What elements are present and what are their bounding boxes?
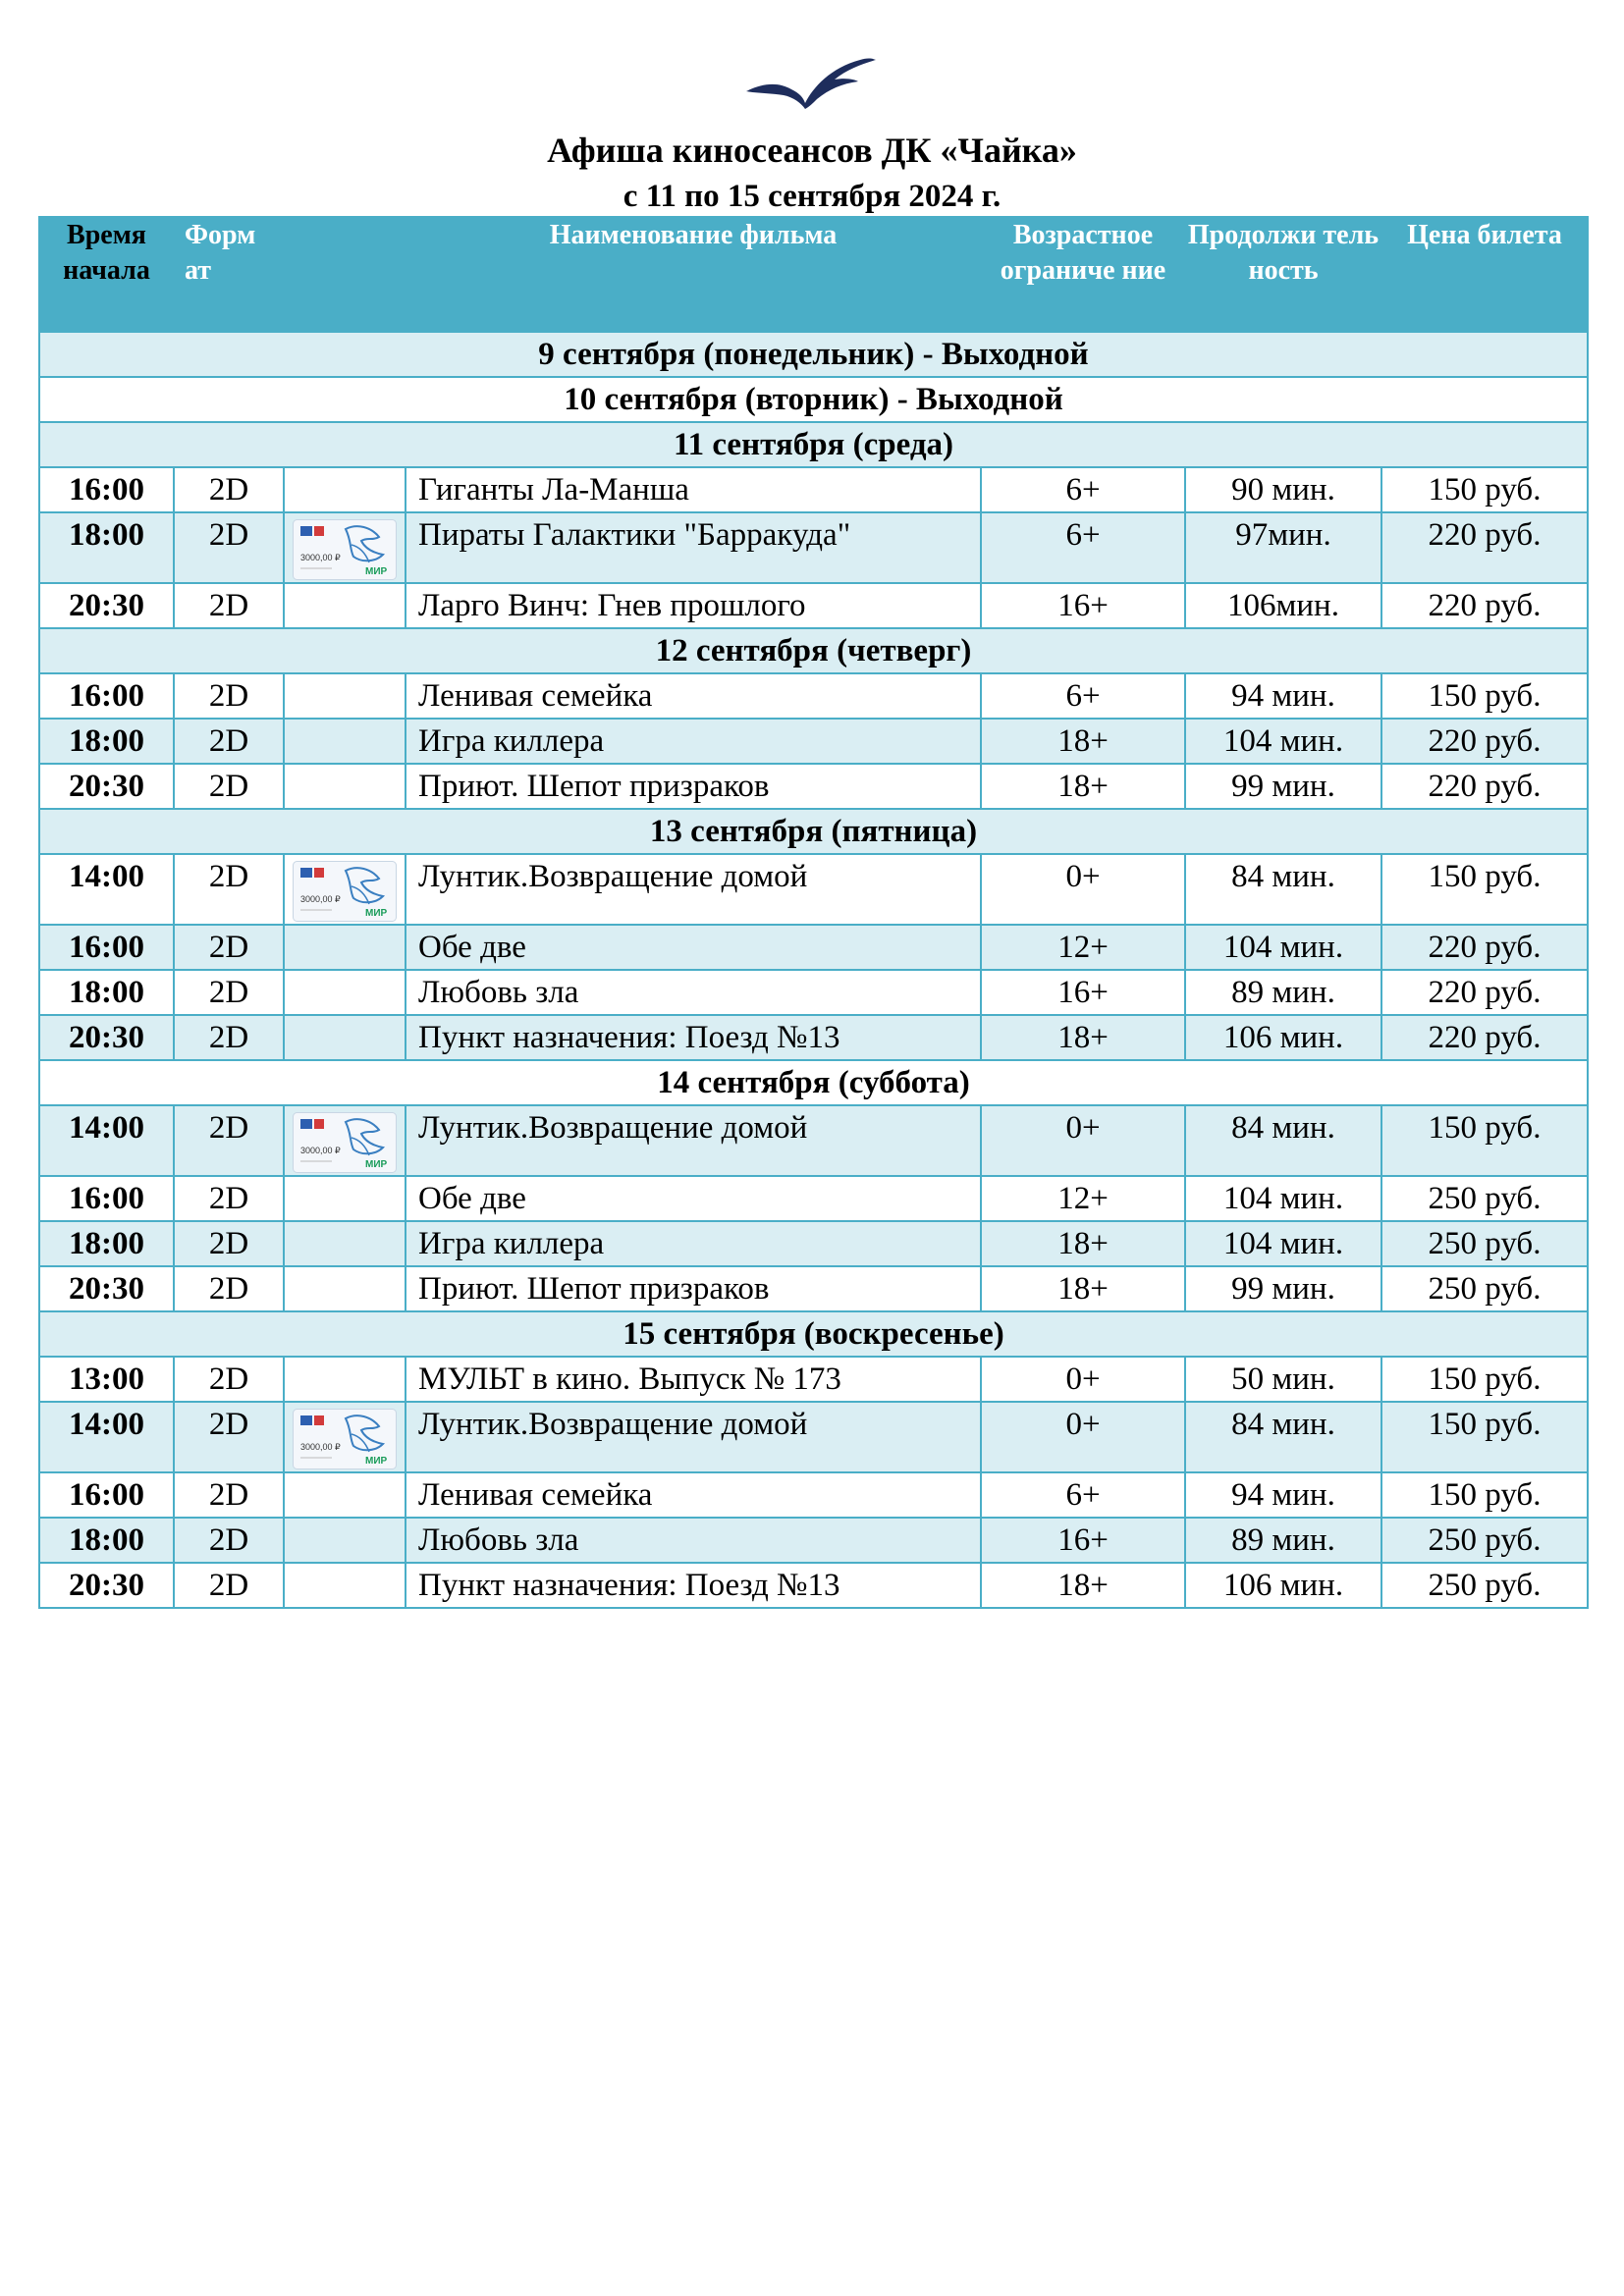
session-row bbox=[39, 764, 1588, 809]
session-row bbox=[39, 1176, 1588, 1221]
film-duration: 97мин. bbox=[1185, 512, 1381, 583]
age-rating: 18+ bbox=[981, 1563, 1185, 1608]
day-header-row bbox=[39, 1060, 1588, 1105]
card-cell bbox=[284, 1402, 406, 1472]
ticket-price: 250 руб. bbox=[1381, 1176, 1588, 1221]
session-format: 2D bbox=[174, 1105, 284, 1176]
ticket-price: 150 руб. bbox=[1381, 1357, 1588, 1402]
film-title: Пираты Галактики "Барракуда" bbox=[406, 512, 981, 583]
session-row bbox=[39, 1015, 1588, 1060]
card-cell bbox=[284, 583, 406, 628]
session-format: 2D bbox=[174, 1563, 284, 1608]
session-time: 18:00 bbox=[39, 1221, 174, 1266]
film-title: Обе две bbox=[406, 1176, 981, 1221]
card-cell bbox=[284, 1105, 406, 1176]
age-rating: 0+ bbox=[981, 854, 1185, 925]
card-cell bbox=[284, 467, 406, 512]
card-brand: МИР bbox=[365, 1456, 388, 1467]
card-amount: 3000,00 ₽ bbox=[300, 553, 341, 562]
ticket-price: 220 руб. bbox=[1381, 925, 1588, 970]
film-title: Игра киллера bbox=[406, 1221, 981, 1266]
ticket-price: 150 руб. bbox=[1381, 1402, 1588, 1472]
session-time: 18:00 bbox=[39, 719, 174, 764]
age-rating: 6+ bbox=[981, 673, 1185, 719]
ticket-price: 150 руб. bbox=[1381, 1105, 1588, 1176]
page-title: Афиша киносеансов ДК «Чайка» bbox=[547, 131, 1077, 170]
age-rating: 12+ bbox=[981, 1176, 1185, 1221]
age-rating: 18+ bbox=[981, 719, 1185, 764]
session-format: 2D bbox=[174, 467, 284, 512]
ticket-price: 150 руб. bbox=[1381, 467, 1588, 512]
card-brand: МИР bbox=[365, 1159, 388, 1170]
session-row bbox=[39, 512, 1588, 583]
day-header-row bbox=[39, 422, 1588, 467]
mir-card-icon bbox=[293, 1112, 397, 1173]
session-format: 2D bbox=[174, 1402, 284, 1472]
day-header-row bbox=[39, 332, 1588, 377]
session-row bbox=[39, 1472, 1588, 1518]
seagull-logo-icon bbox=[744, 54, 878, 109]
session-format: 2D bbox=[174, 1266, 284, 1311]
film-duration: 104 мин. bbox=[1185, 1221, 1381, 1266]
ticket-price: 220 руб. bbox=[1381, 970, 1588, 1015]
day-header-row bbox=[39, 809, 1588, 854]
session-format: 2D bbox=[174, 719, 284, 764]
col-header-format: Форм ат bbox=[174, 217, 284, 332]
film-duration: 84 мин. bbox=[1185, 1105, 1381, 1176]
age-rating: 18+ bbox=[981, 1015, 1185, 1060]
film-duration: 84 мин. bbox=[1185, 854, 1381, 925]
session-format: 2D bbox=[174, 764, 284, 809]
card-cell bbox=[284, 970, 406, 1015]
film-title: Ленивая семейка bbox=[406, 673, 981, 719]
film-duration: 106 мин. bbox=[1185, 1015, 1381, 1060]
session-time: 13:00 bbox=[39, 1357, 174, 1402]
card-cell bbox=[284, 1518, 406, 1563]
card-cell bbox=[284, 1357, 406, 1402]
session-row bbox=[39, 854, 1588, 925]
age-rating: 16+ bbox=[981, 970, 1185, 1015]
card-cell bbox=[284, 1472, 406, 1518]
table-header-row bbox=[39, 217, 1588, 332]
day-label: 9 сентября (понедельник) - Выходной bbox=[39, 332, 1588, 377]
session-row bbox=[39, 719, 1588, 764]
film-duration: 106мин. bbox=[1185, 583, 1381, 628]
age-rating: 18+ bbox=[981, 764, 1185, 809]
film-duration: 99 мин. bbox=[1185, 764, 1381, 809]
card-cell bbox=[284, 764, 406, 809]
mir-card-icon bbox=[293, 861, 397, 922]
film-duration: 104 мин. bbox=[1185, 1176, 1381, 1221]
film-duration: 99 мин. bbox=[1185, 1266, 1381, 1311]
film-title: Приют. Шепот призраков bbox=[406, 1266, 981, 1311]
card-brand: МИР bbox=[365, 908, 388, 919]
session-row bbox=[39, 1357, 1588, 1402]
film-title: Любовь зла bbox=[406, 970, 981, 1015]
ticket-price: 220 руб. bbox=[1381, 512, 1588, 583]
page-subtitle: с 11 по 15 сентября 2024 г. bbox=[623, 179, 1001, 214]
session-time: 14:00 bbox=[39, 1105, 174, 1176]
age-rating: 6+ bbox=[981, 512, 1185, 583]
session-time: 20:30 bbox=[39, 1563, 174, 1608]
film-title: Игра киллера bbox=[406, 719, 981, 764]
day-header-row bbox=[39, 377, 1588, 422]
session-time: 18:00 bbox=[39, 970, 174, 1015]
col-header-time: Время начала bbox=[39, 217, 174, 332]
session-format: 2D bbox=[174, 925, 284, 970]
day-header-row bbox=[39, 1311, 1588, 1357]
film-title: Лунтик.Возвращение домой bbox=[406, 854, 981, 925]
film-title: Лунтик.Возвращение домой bbox=[406, 1105, 981, 1176]
film-duration: 89 мин. bbox=[1185, 970, 1381, 1015]
film-title: Лунтик.Возвращение домой bbox=[406, 1402, 981, 1472]
session-time: 14:00 bbox=[39, 1402, 174, 1472]
ticket-price: 220 руб. bbox=[1381, 764, 1588, 809]
age-rating: 16+ bbox=[981, 1518, 1185, 1563]
session-row bbox=[39, 1518, 1588, 1563]
card-cell bbox=[284, 673, 406, 719]
card-cell bbox=[284, 1266, 406, 1311]
film-duration: 94 мин. bbox=[1185, 1472, 1381, 1518]
film-duration: 104 мин. bbox=[1185, 719, 1381, 764]
schedule-table bbox=[38, 216, 1589, 1609]
film-title: Гиганты Ла-Манша bbox=[406, 467, 981, 512]
session-format: 2D bbox=[174, 854, 284, 925]
age-rating: 12+ bbox=[981, 925, 1185, 970]
age-rating: 6+ bbox=[981, 1472, 1185, 1518]
day-label: 14 сентября (суббота) bbox=[39, 1060, 1588, 1105]
film-title: Любовь зла bbox=[406, 1518, 981, 1563]
session-row bbox=[39, 673, 1588, 719]
day-label: 13 сентября (пятница) bbox=[39, 809, 1588, 854]
film-title: МУЛЬТ в кино. Выпуск № 173 bbox=[406, 1357, 981, 1402]
mir-card-icon bbox=[293, 519, 397, 580]
day-label: 11 сентября (среда) bbox=[39, 422, 1588, 467]
ticket-price: 250 руб. bbox=[1381, 1266, 1588, 1311]
session-format: 2D bbox=[174, 970, 284, 1015]
col-header-duration: Продолжи тель ность bbox=[1185, 217, 1381, 332]
session-row bbox=[39, 1563, 1588, 1608]
ticket-price: 250 руб. bbox=[1381, 1563, 1588, 1608]
session-format: 2D bbox=[174, 673, 284, 719]
card-cell bbox=[284, 1015, 406, 1060]
session-row bbox=[39, 1221, 1588, 1266]
film-duration: 90 мин. bbox=[1185, 467, 1381, 512]
session-row bbox=[39, 970, 1588, 1015]
age-rating: 18+ bbox=[981, 1221, 1185, 1266]
session-time: 20:30 bbox=[39, 1015, 174, 1060]
session-row bbox=[39, 1105, 1588, 1176]
col-header-age: Возрастное ограниче ние bbox=[981, 217, 1185, 332]
film-title: Приют. Шепот призраков bbox=[406, 764, 981, 809]
film-duration: 94 мин. bbox=[1185, 673, 1381, 719]
film-title: Пункт назначения: Поезд №13 bbox=[406, 1015, 981, 1060]
mir-card-icon bbox=[293, 1409, 397, 1469]
session-format: 2D bbox=[174, 1357, 284, 1402]
card-amount: 3000,00 ₽ bbox=[300, 1442, 341, 1452]
session-time: 16:00 bbox=[39, 925, 174, 970]
session-time: 16:00 bbox=[39, 1472, 174, 1518]
film-duration: 106 мин. bbox=[1185, 1563, 1381, 1608]
session-format: 2D bbox=[174, 1221, 284, 1266]
day-header-row bbox=[39, 628, 1588, 673]
day-label: 12 сентября (четверг) bbox=[39, 628, 1588, 673]
card-cell bbox=[284, 719, 406, 764]
session-time: 18:00 bbox=[39, 512, 174, 583]
film-duration: 89 мин. bbox=[1185, 1518, 1381, 1563]
session-format: 2D bbox=[174, 1518, 284, 1563]
session-row bbox=[39, 1266, 1588, 1311]
age-rating: 18+ bbox=[981, 1266, 1185, 1311]
card-brand: МИР bbox=[365, 566, 388, 577]
session-time: 20:30 bbox=[39, 1266, 174, 1311]
card-amount: 3000,00 ₽ bbox=[300, 894, 341, 904]
film-title: Пункт назначения: Поезд №13 bbox=[406, 1563, 981, 1608]
card-cell bbox=[284, 1221, 406, 1266]
age-rating: 16+ bbox=[981, 583, 1185, 628]
film-duration: 104 мин. bbox=[1185, 925, 1381, 970]
card-cell bbox=[284, 1176, 406, 1221]
col-header-name: Наименование фильма bbox=[406, 217, 981, 332]
session-time: 20:30 bbox=[39, 583, 174, 628]
session-format: 2D bbox=[174, 512, 284, 583]
ticket-price: 220 руб. bbox=[1381, 719, 1588, 764]
ticket-price: 250 руб. bbox=[1381, 1221, 1588, 1266]
session-time: 18:00 bbox=[39, 1518, 174, 1563]
film-duration: 50 мин. bbox=[1185, 1357, 1381, 1402]
film-title: Ленивая семейка bbox=[406, 1472, 981, 1518]
session-row bbox=[39, 1402, 1588, 1472]
session-time: 16:00 bbox=[39, 467, 174, 512]
film-title: Обе две bbox=[406, 925, 981, 970]
col-header-price: Цена билета bbox=[1381, 217, 1588, 332]
day-label: 10 сентября (вторник) - Выходной bbox=[39, 377, 1588, 422]
age-rating: 0+ bbox=[981, 1105, 1185, 1176]
session-time: 14:00 bbox=[39, 854, 174, 925]
card-amount: 3000,00 ₽ bbox=[300, 1146, 341, 1155]
age-rating: 6+ bbox=[981, 467, 1185, 512]
ticket-price: 150 руб. bbox=[1381, 1472, 1588, 1518]
session-row bbox=[39, 467, 1588, 512]
ticket-price: 150 руб. bbox=[1381, 854, 1588, 925]
ticket-price: 150 руб. bbox=[1381, 673, 1588, 719]
session-format: 2D bbox=[174, 1015, 284, 1060]
session-format: 2D bbox=[174, 1472, 284, 1518]
ticket-price: 220 руб. bbox=[1381, 583, 1588, 628]
age-rating: 0+ bbox=[981, 1357, 1185, 1402]
session-time: 16:00 bbox=[39, 1176, 174, 1221]
session-format: 2D bbox=[174, 583, 284, 628]
card-cell bbox=[284, 854, 406, 925]
ticket-price: 250 руб. bbox=[1381, 1518, 1588, 1563]
session-format: 2D bbox=[174, 1176, 284, 1221]
session-time: 16:00 bbox=[39, 673, 174, 719]
session-row bbox=[39, 583, 1588, 628]
card-cell bbox=[284, 1563, 406, 1608]
session-row bbox=[39, 925, 1588, 970]
age-rating: 0+ bbox=[981, 1402, 1185, 1472]
card-cell bbox=[284, 925, 406, 970]
film-title: Ларго Винч: Гнев прошлого bbox=[406, 583, 981, 628]
day-label: 15 сентября (воскресенье) bbox=[39, 1311, 1588, 1357]
card-cell bbox=[284, 512, 406, 583]
col-header-blank bbox=[284, 217, 406, 332]
ticket-price: 220 руб. bbox=[1381, 1015, 1588, 1060]
session-time: 20:30 bbox=[39, 764, 174, 809]
film-duration: 84 мин. bbox=[1185, 1402, 1381, 1472]
